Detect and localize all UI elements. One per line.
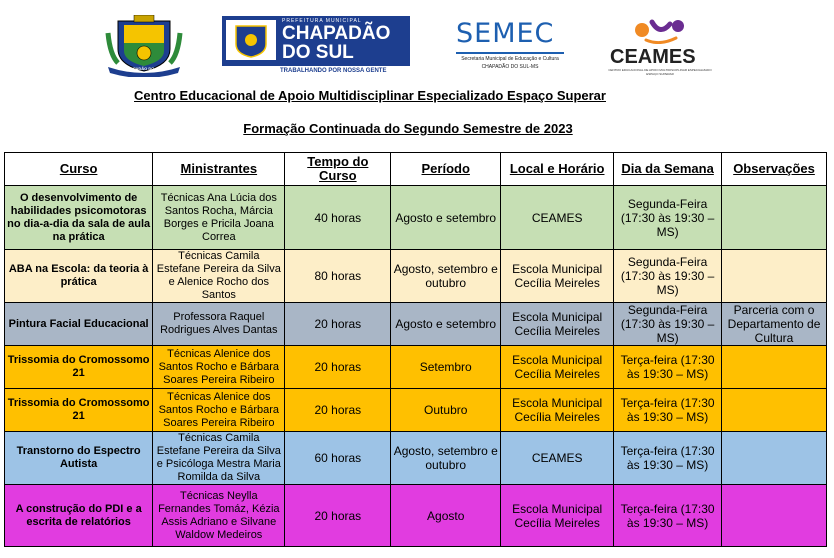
document-title: Centro Educacional de Apoio Multidisciplinar Especializado Espaço Superar	[134, 88, 606, 103]
cell-dia: Terça-feira (17:30 às 19:30 – MS)	[614, 389, 722, 432]
cell-curso: Trissomia do Cromossomo 21	[5, 346, 153, 389]
cell-obs: Parceria com o Departamento de Cultura	[722, 303, 827, 346]
header-ministrantes: Ministrantes	[153, 153, 285, 186]
chapadao-tagline: TRABALHANDO POR NOSSA GENTE	[280, 68, 387, 74]
chapadao-flag-icon	[226, 20, 276, 60]
cell-periodo: Agosto, setembro e outubro	[391, 432, 501, 485]
chapadao-name-line1: CHAPADÃO	[282, 23, 391, 44]
cell-local: Escola Municipal Cecília Meireles	[501, 485, 614, 547]
document-subtitle: Formação Continuada do Segundo Semestre de 2023	[243, 121, 573, 136]
cell-tempo: 20 horas	[285, 346, 391, 389]
table-row	[5, 389, 827, 432]
table-header-row	[5, 153, 827, 186]
cell-tempo: 20 horas	[285, 485, 391, 547]
cell-obs	[722, 250, 827, 303]
cell-tempo: 40 horas	[285, 186, 391, 250]
table-row	[5, 432, 827, 485]
cell-obs	[722, 389, 827, 432]
table-row	[5, 186, 827, 250]
crest-ribbon-text: CHAPADÃO DO SUL	[124, 66, 164, 71]
cell-periodo: Outubro	[391, 389, 501, 432]
cell-periodo: Agosto e setembro	[391, 186, 501, 250]
cell-tempo: 80 horas	[285, 250, 391, 303]
semec-line2: CHAPADÃO DO SUL-MS	[481, 64, 539, 70]
cell-curso: O desenvolvimento de habilidades psicomotoras no dia-a-dia da sala de aula na prática	[5, 186, 153, 250]
cell-ministrantes: Técnicas Alenice dos Santos Rocho e Bárbara Soares Pereira Ribeiro	[153, 389, 285, 432]
table-row	[5, 303, 827, 346]
cell-obs	[722, 432, 827, 485]
header-tempo: Tempo do Curso	[285, 153, 391, 186]
municipal-crest-icon	[104, 15, 184, 77]
cell-dia: Segunda-Feira (17:30 às 19:30 – MS)	[614, 186, 722, 250]
cell-local: Escola Municipal Cecília Meireles	[501, 389, 614, 432]
cell-local: Escola Municipal Cecília Meireles	[501, 346, 614, 389]
header-local: Local e Horário	[501, 153, 614, 186]
header-observacoes: Observações	[722, 153, 827, 186]
cell-local: Escola Municipal Cecília Meireles	[501, 250, 614, 303]
cell-ministrantes: Técnicas Neylla Fernandes Tomáz, Kézia Assis Adriano e Silvane Waldow Medeiros	[153, 485, 285, 547]
cell-curso: Trissomia do Cromossomo 21	[5, 389, 153, 432]
cell-dia: Terça-feira (17:30 às 19:30 – MS)	[614, 485, 722, 547]
cell-dia: Terça-feira (17:30 às 19:30 – MS)	[614, 432, 722, 485]
cell-local: Escola Municipal Cecília Meireles	[501, 303, 614, 346]
courses-table	[4, 152, 827, 547]
cell-periodo: Agosto	[391, 485, 501, 547]
cell-tempo: 20 horas	[285, 303, 391, 346]
ceames-name: CEAMES	[610, 46, 696, 68]
table-row	[5, 346, 827, 389]
table-row	[5, 250, 827, 303]
semec-line1: Secretaria Municipal de Educação e Cultura	[461, 56, 559, 62]
ceames-subtitle: CENTRO EDUCACIONAL DE APOIO MULTIDISCIPLINAR ESPECIALIZADO ESPAÇO SUPERAR	[608, 68, 712, 76]
chapadao-name-line2: DO SUL	[282, 42, 354, 63]
cell-dia: Segunda-Feira (17:30 às 19:30 – MS)	[614, 250, 722, 303]
cell-local: CEAMES	[501, 432, 614, 485]
table-row	[5, 485, 827, 547]
header-periodo: Período	[391, 153, 501, 186]
ceames-logo	[608, 16, 712, 78]
cell-tempo: 20 horas	[285, 389, 391, 432]
chapadao-top-text: PREFEITURA MUNICIPAL	[282, 18, 362, 24]
ceames-symbol-icon	[632, 16, 688, 44]
header-curso: Curso	[5, 153, 153, 186]
chapadao-logo	[222, 16, 410, 76]
cell-ministrantes: Técnicas Ana Lúcia dos Santos Rocha, Márcia Borges e Pricila Joana Correa	[153, 186, 285, 250]
cell-periodo: Agosto, setembro e outubro	[391, 250, 501, 303]
cell-ministrantes: Técnicas Camila Estefane Pereira da Silva e Alenice Rocho dos Santos	[153, 250, 285, 303]
semec-logo	[452, 18, 570, 76]
cell-ministrantes: Técnicas Camila Estefane Pereira da Silva e Psicóloga Mestra Maria Romilda da Silva	[153, 432, 285, 485]
cell-dia: Segunda-Feira (17:30 às 19:30 – MS)	[614, 303, 722, 346]
cell-dia: Terça-feira (17:30 às 19:30 – MS)	[614, 346, 722, 389]
cell-obs	[722, 346, 827, 389]
cell-local: CEAMES	[501, 186, 614, 250]
header-dia: Dia da Semana	[614, 153, 722, 186]
cell-ministrantes: Professora Raquel Rodrigues Alves Dantas	[153, 303, 285, 346]
cell-curso: Transtorno do Espectro Autista	[5, 432, 153, 485]
cell-curso: A construção do PDI e a escrita de relatórios	[5, 485, 153, 547]
cell-curso: ABA na Escola: da teoria à prática	[5, 250, 153, 303]
cell-ministrantes: Técnicas Alenice dos Santos Rocho e Bárbara Soares Pereira Ribeiro	[153, 346, 285, 389]
cell-periodo: Agosto e setembro	[391, 303, 501, 346]
semec-name: SEMEC	[456, 18, 555, 49]
semec-underline	[456, 52, 564, 54]
cell-obs	[722, 485, 827, 547]
cell-periodo: Setembro	[391, 346, 501, 389]
cell-obs	[722, 186, 827, 250]
logo-bar	[0, 0, 834, 84]
cell-curso: Pintura Facial Educacional	[5, 303, 153, 346]
cell-tempo: 60 horas	[285, 432, 391, 485]
